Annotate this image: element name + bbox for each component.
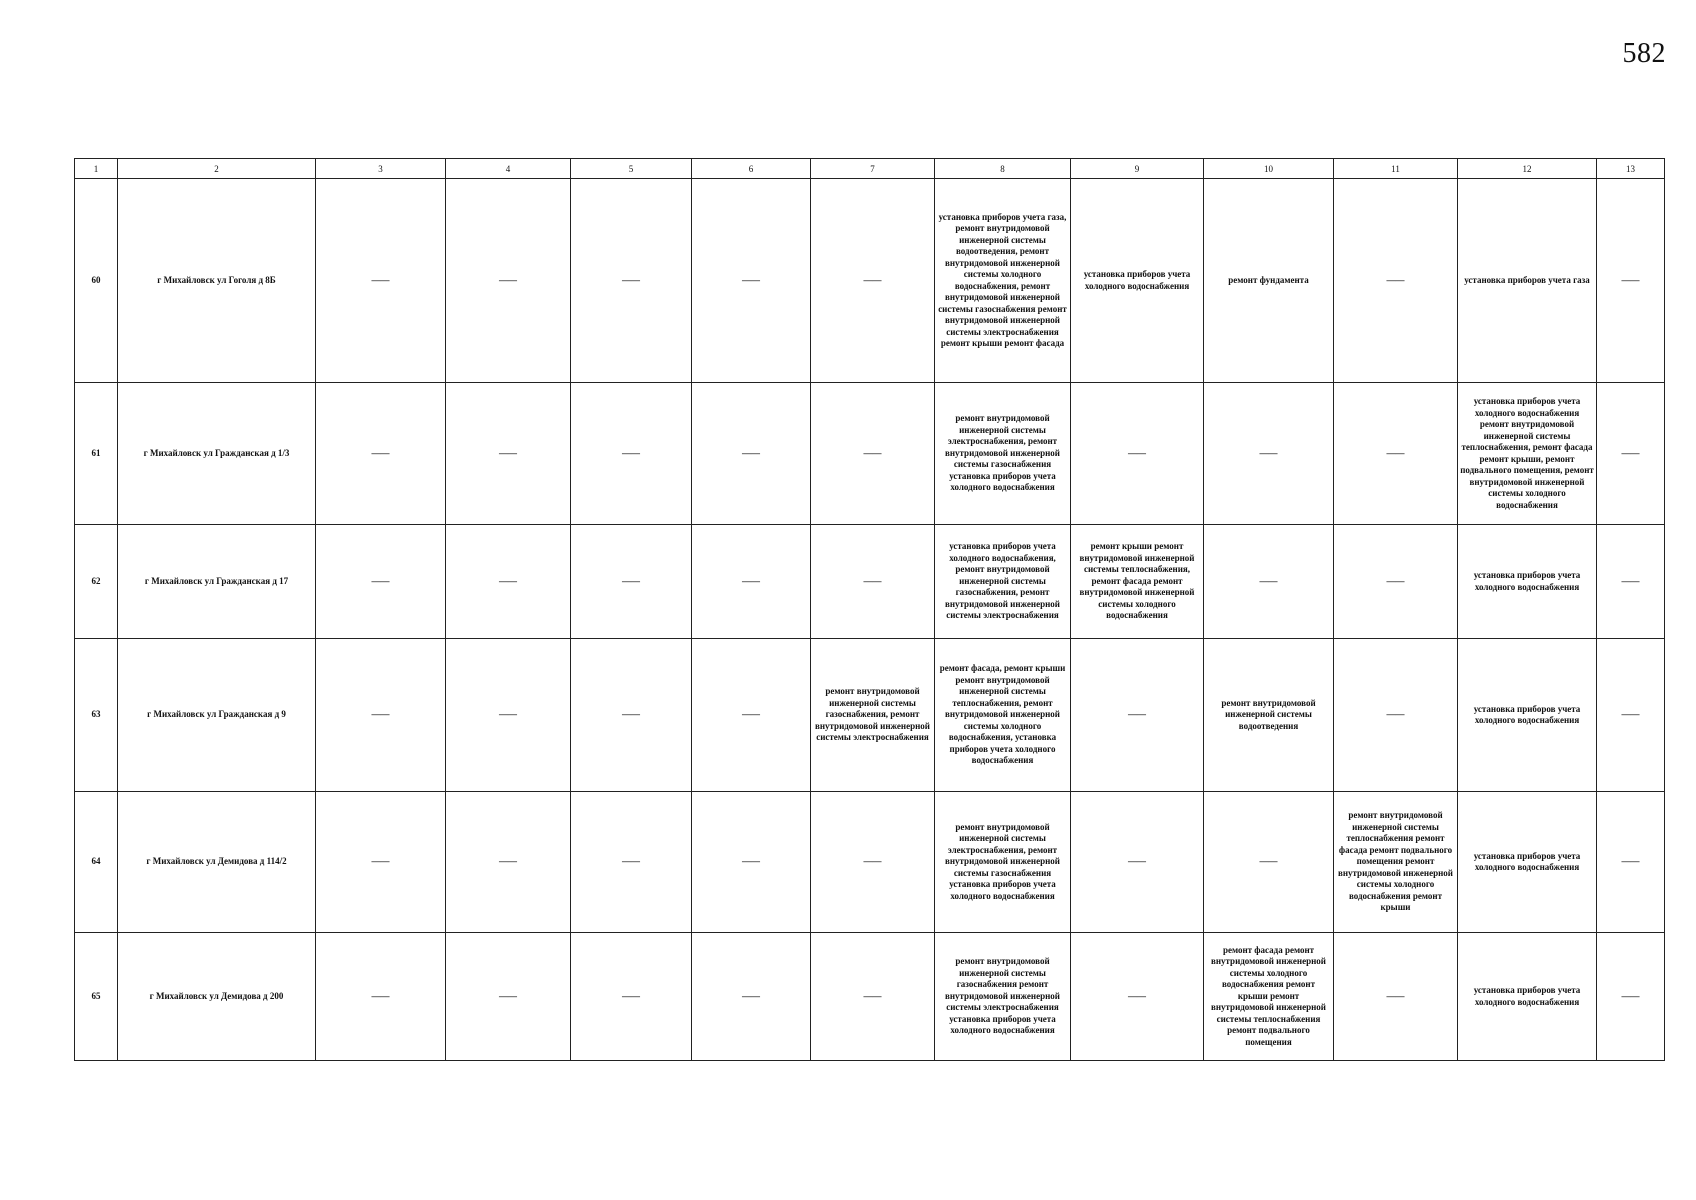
empty-dash: —— (316, 179, 446, 383)
empty-dash: —— (1334, 933, 1458, 1061)
empty-dash: —— (571, 933, 692, 1061)
work-cell: установка приборов учета холодного водоснабжения (1458, 792, 1597, 933)
work-cell: ремонт фасада, ремонт крыши ремонт внутридомовой инженерной системы теплоснабжения, ремонт внутридомовой инженерной системы холодного водоснабжения, установка приборов учета холодного водоснабжения (935, 639, 1071, 792)
empty-dash: —— (1334, 179, 1458, 383)
empty-dash: —— (692, 383, 811, 525)
column-header: 9 (1071, 159, 1204, 179)
address-cell: г Михайловск ул Гражданская д 1/3 (118, 383, 316, 525)
work-cell: установка приборов учета газа (1458, 179, 1597, 383)
table-row (75, 792, 1665, 933)
work-cell: установка приборов учета холодного водоснабжения ремонт внутридомовой инженерной системы теплоснабжения, ремонт фасада ремонт крыши, ремонт подвального помещения, ремонт внутридомовой инженерной системы холодного водоснабжения (1458, 383, 1597, 525)
column-header: 8 (935, 159, 1071, 179)
empty-dash: —— (1597, 933, 1665, 1061)
row-number: 60 (75, 179, 118, 383)
empty-dash: —— (1597, 383, 1665, 525)
row-number: 64 (75, 792, 118, 933)
empty-dash: —— (571, 383, 692, 525)
empty-dash: —— (811, 179, 935, 383)
work-cell: ремонт внутридомовой инженерной системы водоотведения (1204, 639, 1334, 792)
empty-dash: —— (446, 383, 571, 525)
row-number: 61 (75, 383, 118, 525)
column-header: 12 (1458, 159, 1597, 179)
table-row (75, 933, 1665, 1061)
empty-dash: —— (1334, 383, 1458, 525)
column-header: 2 (118, 159, 316, 179)
table-row (75, 639, 1665, 792)
empty-dash: —— (1334, 525, 1458, 639)
work-cell: ремонт внутридомовой инженерной системы газоснабжения, ремонт внутридомовой инженерной системы электроснабжения (811, 639, 935, 792)
empty-dash: —— (692, 525, 811, 639)
row-number: 65 (75, 933, 118, 1061)
work-cell: ремонт фасада ремонт внутридомовой инженерной системы холодного водоснабжения ремонт крыши ремонт внутридомовой инженерной системы теплоснабжения ремонт подвального помещения (1204, 933, 1334, 1061)
work-cell: установка приборов учета холодного водоснабжения (1458, 639, 1597, 792)
empty-dash: —— (811, 383, 935, 525)
empty-dash: —— (811, 933, 935, 1061)
column-header: 13 (1597, 159, 1665, 179)
empty-dash: —— (571, 792, 692, 933)
empty-dash: —— (316, 933, 446, 1061)
empty-dash: —— (571, 525, 692, 639)
table-row (75, 179, 1665, 383)
empty-dash: —— (1071, 639, 1204, 792)
empty-dash: —— (1204, 383, 1334, 525)
empty-dash: —— (1071, 792, 1204, 933)
empty-dash: —— (1597, 639, 1665, 792)
page-number: 582 (1622, 38, 1666, 69)
address-cell: г Михайловск ул Гражданская д 17 (118, 525, 316, 639)
empty-dash: —— (446, 179, 571, 383)
address-cell: г Михайловск ул Гражданская д 9 (118, 639, 316, 792)
empty-dash: —— (811, 525, 935, 639)
work-cell: установка приборов учета холодного водоснабжения, ремонт внутридомовой инженерной системы газоснабжения, ремонт внутридомовой инженерной системы электроснабжения (935, 525, 1071, 639)
work-cell: ремонт внутридомовой инженерной системы электроснабжения, ремонт внутридомовой инженерной системы газоснабжения установка приборов учета холодного водоснабжения (935, 383, 1071, 525)
empty-dash: —— (1597, 792, 1665, 933)
empty-dash: —— (1204, 792, 1334, 933)
empty-dash: —— (446, 639, 571, 792)
empty-dash: —— (571, 639, 692, 792)
repair-plan-table (74, 158, 1665, 1061)
column-header: 3 (316, 159, 446, 179)
column-header: 1 (75, 159, 118, 179)
empty-dash: —— (446, 525, 571, 639)
empty-dash: —— (316, 383, 446, 525)
work-cell: установка приборов учета холодного водоснабжения (1458, 933, 1597, 1061)
work-cell: ремонт крыши ремонт внутридомовой инженерной системы теплоснабжения, ремонт фасада ремонт внутридомовой инженерной системы холодного водоснабжения (1071, 525, 1204, 639)
empty-dash: —— (1071, 383, 1204, 525)
table-row (75, 383, 1665, 525)
empty-dash: —— (1071, 933, 1204, 1061)
empty-dash: —— (692, 933, 811, 1061)
empty-dash: —— (316, 792, 446, 933)
column-number-row (75, 159, 1665, 179)
column-header: 11 (1334, 159, 1458, 179)
column-header: 4 (446, 159, 571, 179)
empty-dash: —— (692, 639, 811, 792)
work-cell: установка приборов учета холодного водоснабжения (1458, 525, 1597, 639)
empty-dash: —— (692, 792, 811, 933)
table-row (75, 525, 1665, 639)
column-header: 5 (571, 159, 692, 179)
work-cell: установка приборов учета газа, ремонт внутридомовой инженерной системы водоотведения, ремонт внутридомовой инженерной системы холодного водоснабжения, ремонт внутридомовой инженерной системы газоснабжения ремонт внутридомовой инженерной системы электроснабжения ремонт крыши ремонт фасада (935, 179, 1071, 383)
column-header: 7 (811, 159, 935, 179)
work-cell: ремонт фундамента (1204, 179, 1334, 383)
empty-dash: —— (446, 792, 571, 933)
row-number: 62 (75, 525, 118, 639)
empty-dash: —— (1204, 525, 1334, 639)
address-cell: г Михайловск ул Демидова д 200 (118, 933, 316, 1061)
empty-dash: —— (316, 525, 446, 639)
empty-dash: —— (446, 933, 571, 1061)
empty-dash: —— (1334, 639, 1458, 792)
empty-dash: —— (316, 639, 446, 792)
work-cell: ремонт внутридомовой инженерной системы теплоснабжения ремонт фасада ремонт подвального помещения ремонт внутридомовой инженерной системы холодного водоснабжения ремонт крыши (1334, 792, 1458, 933)
address-cell: г Михайловск ул Демидова д 114/2 (118, 792, 316, 933)
empty-dash: —— (571, 179, 692, 383)
work-cell: установка приборов учета холодного водоснабжения (1071, 179, 1204, 383)
empty-dash: —— (1597, 525, 1665, 639)
address-cell: г Михайловск ул Гоголя д 8Б (118, 179, 316, 383)
column-header: 6 (692, 159, 811, 179)
work-cell: ремонт внутридомовой инженерной системы газоснабжения ремонт внутридомовой инженерной системы электроснабжения установка приборов учета холодного водоснабжения (935, 933, 1071, 1061)
empty-dash: —— (692, 179, 811, 383)
empty-dash: —— (811, 792, 935, 933)
empty-dash: —— (1597, 179, 1665, 383)
column-header: 10 (1204, 159, 1334, 179)
work-cell: ремонт внутридомовой инженерной системы электроснабжения, ремонт внутридомовой инженерной системы газоснабжения установка приборов учета холодного водоснабжения (935, 792, 1071, 933)
row-number: 63 (75, 639, 118, 792)
